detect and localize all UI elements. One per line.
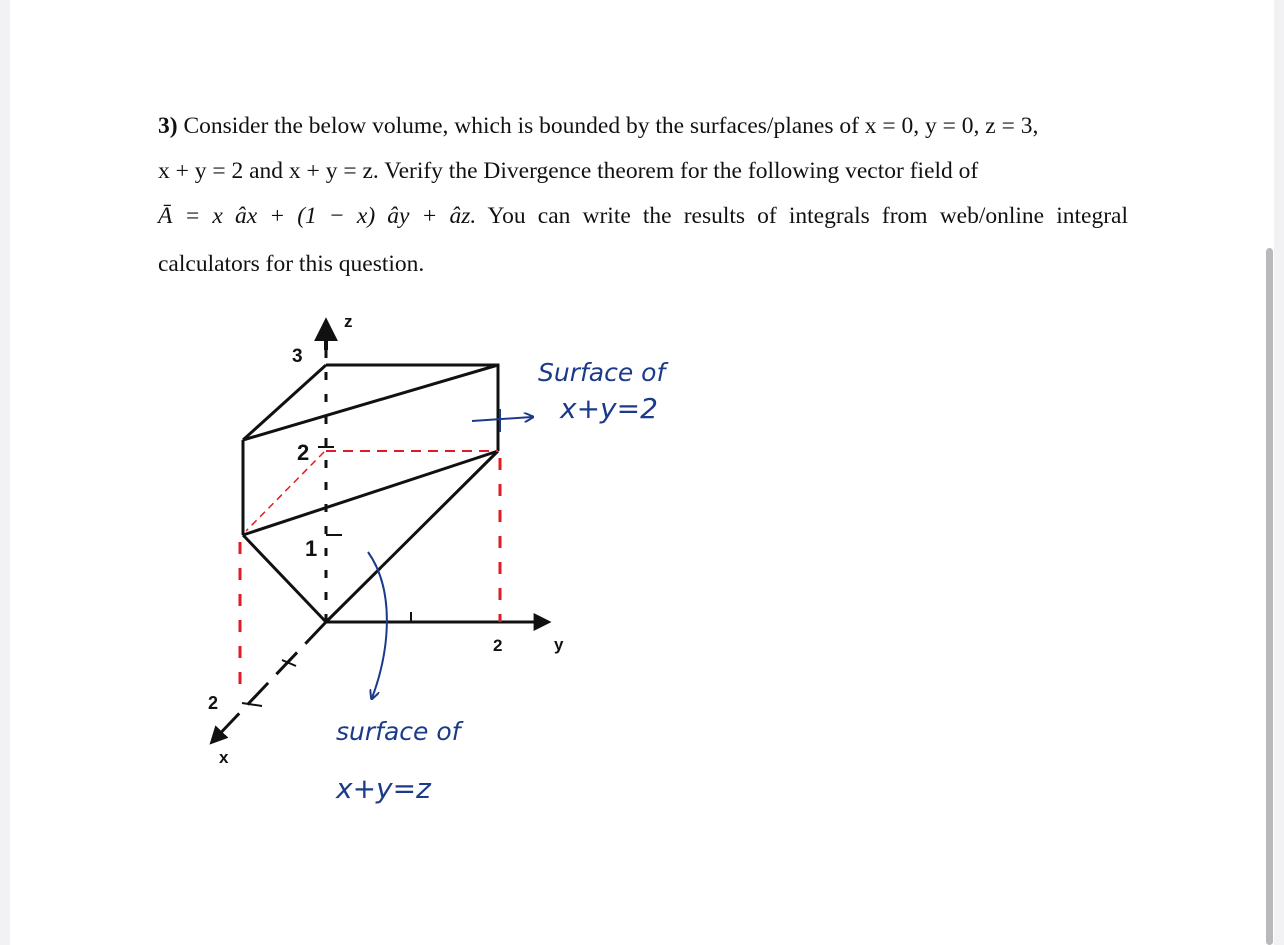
vector-field-expression: Ā = x âx + (1 − x) ây + âz.: [158, 203, 477, 229]
question-line-4: calculators for this question.: [158, 251, 425, 277]
question-line-3-text: You can write the results of integrals from web/online integral: [487, 203, 1128, 229]
z-axis-label: z: [344, 312, 353, 331]
y-tick-label-2: 2: [493, 636, 503, 655]
annotation-top-line-1: Surface of: [538, 358, 666, 387]
question-line-1-text: Consider the below volume, which is bounded by the surfaces/planes of x = 0, y = 0, z = 3,: [183, 113, 1039, 139]
slanted-front-edge: [326, 451, 498, 622]
z-tick-label-3: 3: [292, 346, 303, 367]
z-tick-label-2: 2: [297, 440, 310, 465]
annotation-bottom-line-2: x+y=z: [336, 772, 431, 805]
x-tick-label-2: 2: [208, 693, 219, 713]
z-tick-label-1: 1: [305, 536, 318, 561]
x-axis: [212, 622, 326, 742]
x-tick-2: [242, 703, 262, 706]
annotation-bottom-arrow: [368, 552, 387, 698]
x-axis-label: x: [219, 748, 229, 767]
question-line-2: x + y = 2 and x + y = z. Verify the Divergence theorem for the following vector field of: [158, 158, 979, 184]
question-number: 3): [158, 113, 178, 139]
mid-diagonal: [243, 451, 498, 535]
red-dash-inner: [246, 452, 324, 531]
annotation-top-arrow: [472, 417, 532, 421]
annotation-bottom-line-1: surface of: [336, 717, 461, 746]
top-face-diagonal: [243, 365, 498, 440]
annotation-top-line-2: x+y=2: [560, 392, 658, 425]
y-axis-label: y: [554, 635, 564, 654]
